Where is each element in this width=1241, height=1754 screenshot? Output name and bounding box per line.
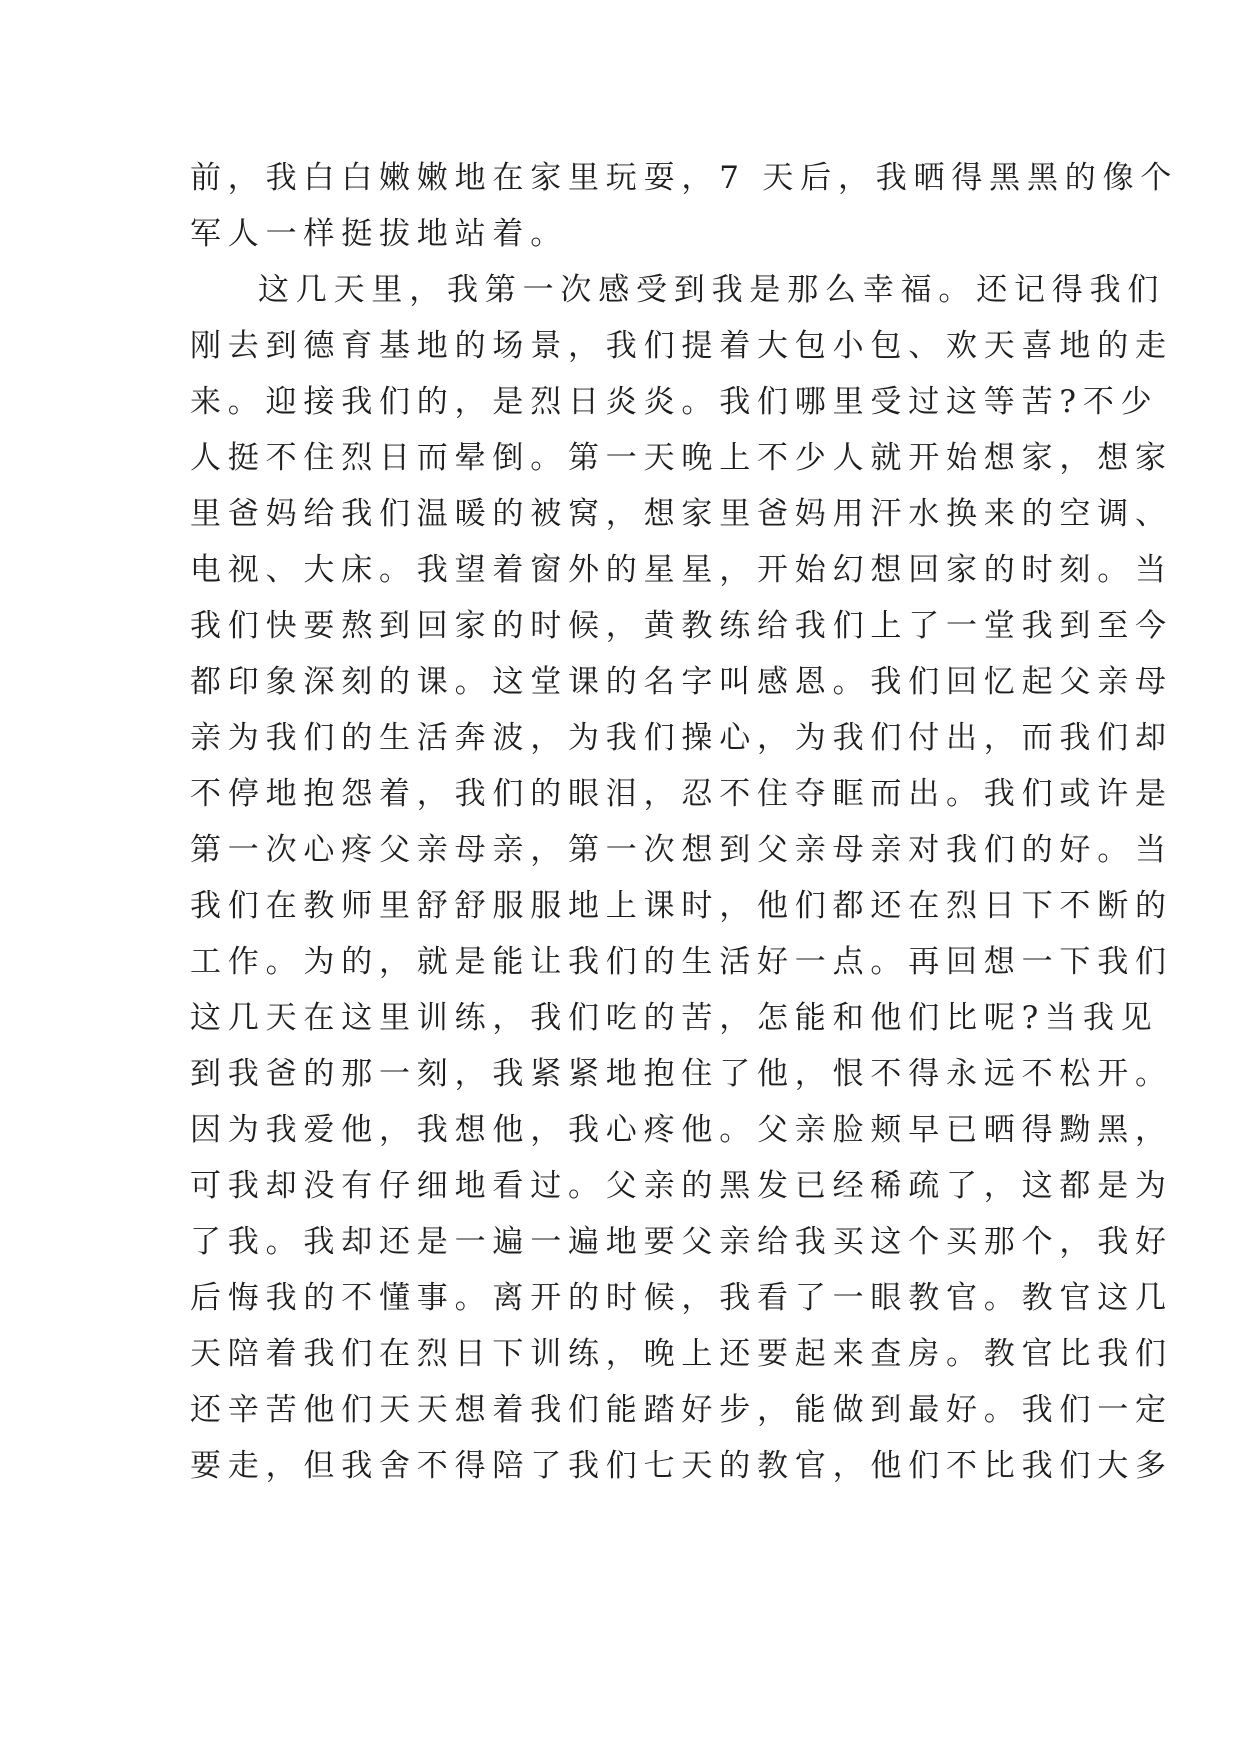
text-line: 我们在教师里舒舒服服地上课时，他们都还在烈日下不断的 bbox=[190, 888, 1173, 924]
text-line: 刚去到德育基地的场景，我们提着大包小包、欢天喜地的走 bbox=[190, 328, 1173, 364]
text-line: 第一次心疼父亲母亲，第一次想到父亲母亲对我们的好。当 bbox=[190, 832, 1173, 868]
text-line: 工作。为的，就是能让我们的生活好一点。再回想一下我们 bbox=[190, 944, 1173, 980]
text-line: 人挺不住烈日而晕倒。第一天晚上不少人就开始想家，想家 bbox=[190, 440, 1173, 476]
paragraph-2 bbox=[190, 262, 1173, 1494]
paragraph-1 bbox=[190, 150, 1179, 262]
text-line: 要走，但我舍不得陪了我们七天的教官，他们不比我们大多 bbox=[190, 1448, 1173, 1484]
text-line: 都印象深刻的课。这堂课的名字叫感恩。我们回忆起父亲母 bbox=[190, 664, 1173, 700]
text-line: 了我。我却还是一遍一遍地要父亲给我买这个买那个，我好 bbox=[190, 1224, 1173, 1260]
text-line: 这几天里，我第一次感受到我是那么幸福。还记得我们 bbox=[258, 272, 1166, 308]
text-line: 来。迎接我们的，是烈日炎炎。我们哪里受过这等苦?不少 bbox=[190, 384, 1159, 420]
text-line: 前，我白白嫩嫩地在家里玩耍，7 天后，我晒得黑黑的像个 bbox=[190, 160, 1179, 196]
text-line: 电视、大床。我望着窗外的星星，开始幻想回家的时刻。当 bbox=[190, 552, 1173, 588]
body-text bbox=[190, 150, 1179, 1494]
text-line: 还辛苦他们天天想着我们能踏好步，能做到最好。我们一定 bbox=[190, 1392, 1173, 1428]
text-line: 可我却没有仔细地看过。父亲的黑发已经稀疏了，这都是为 bbox=[190, 1168, 1173, 1204]
text-line: 亲为我们的生活奔波，为我们操心，为我们付出，而我们却 bbox=[190, 720, 1173, 756]
text-line: 不停地抱怨着，我们的眼泪，忍不住夺眶而出。我们或许是 bbox=[190, 776, 1173, 812]
text-line: 这几天在这里训练，我们吃的苦，怎能和他们比呢?当我见 bbox=[190, 1000, 1159, 1036]
text-line: 我们快要熬到回家的时候，黄教练给我们上了一堂我到至今 bbox=[190, 608, 1173, 644]
text-line: 军人一样挺拔地站着。 bbox=[190, 216, 568, 252]
text-line: 因为我爱他，我想他，我心疼他。父亲脸颊早已晒得黝黑， bbox=[190, 1112, 1173, 1148]
text-line: 到我爸的那一刻，我紧紧地抱住了他，恨不得永远不松开。 bbox=[190, 1056, 1173, 1092]
text-line: 里爸妈给我们温暖的被窝，想家里爸妈用汗水换来的空调、 bbox=[190, 496, 1173, 532]
text-line: 后悔我的不懂事。离开的时候，我看了一眼教官。教官这几 bbox=[190, 1280, 1173, 1316]
text-line: 天陪着我们在烈日下训练，晚上还要起来查房。教官比我们 bbox=[190, 1336, 1173, 1372]
